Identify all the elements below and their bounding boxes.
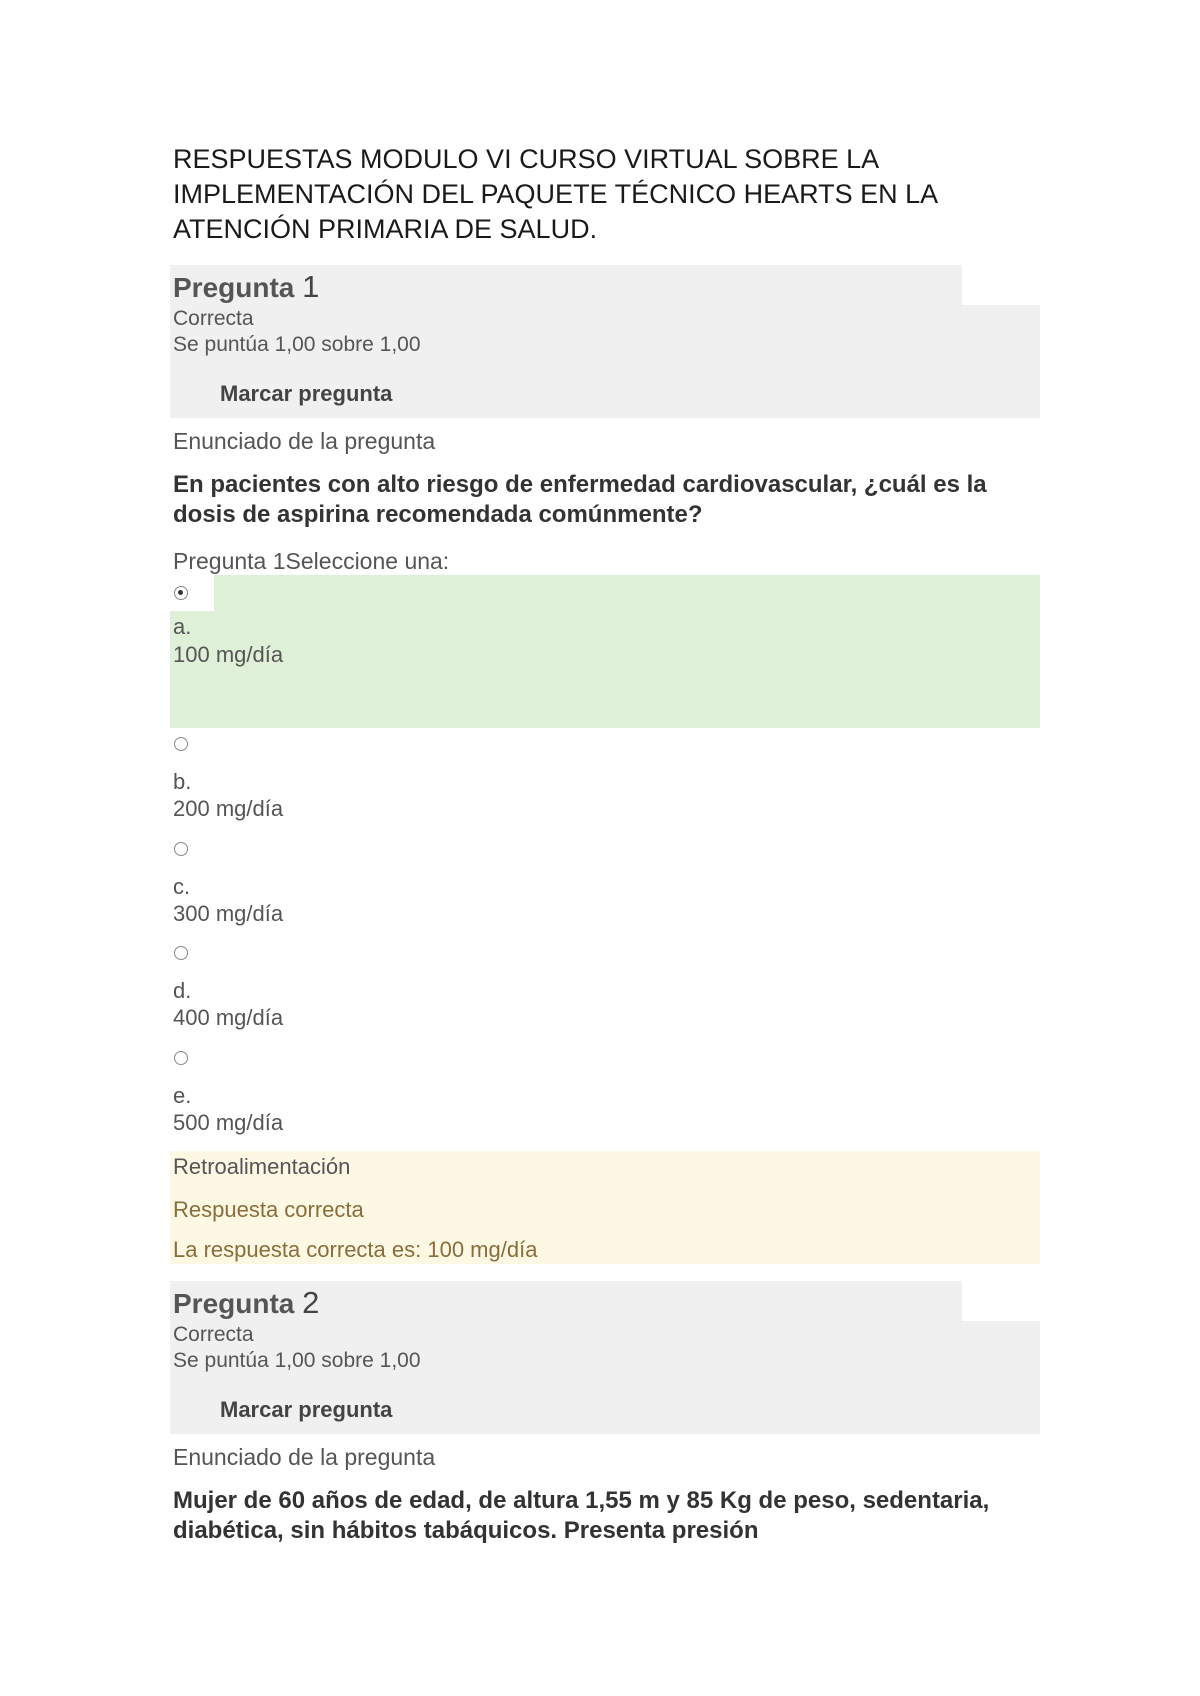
radio-button-checked[interactable] — [174, 586, 188, 600]
option-letter: a. — [173, 614, 192, 639]
question-state: Correcta — [173, 307, 254, 330]
radio-button[interactable] — [174, 946, 188, 960]
question-2-title — [173, 1285, 319, 1321]
question-state: Correcta — [173, 1323, 254, 1346]
question-1-info — [170, 305, 1040, 418]
option-value: 400 mg/día — [173, 1005, 284, 1030]
radio-button[interactable] — [174, 1051, 188, 1065]
statement-label: Enunciado de la pregunta — [173, 1444, 436, 1470]
question-1-title — [173, 269, 319, 305]
option-letter: b. — [173, 769, 192, 794]
radio-button[interactable] — [174, 737, 188, 751]
option-letter: d. — [173, 978, 192, 1003]
question-number: 1 — [302, 269, 320, 304]
flag-question-button[interactable]: Marcar pregunta — [220, 1397, 393, 1422]
answer-option-a[interactable] — [170, 575, 1040, 728]
question-2-title-box — [170, 1281, 962, 1321]
question-label: Pregunta — [173, 272, 295, 303]
question-number: 2 — [302, 1285, 320, 1320]
question-2-header — [170, 1281, 1040, 1434]
question-1-header — [170, 265, 1040, 418]
option-value: 500 mg/día — [173, 1110, 284, 1135]
question-1-title-box — [170, 265, 962, 305]
answer-option-e[interactable] — [170, 1050, 1040, 1140]
question-grade: Se puntúa 1,00 sobre 1,00 — [173, 333, 421, 356]
question-1-prompt: Pregunta 1Seleccione una: — [173, 548, 450, 574]
answer-option-b[interactable] — [170, 736, 1040, 826]
statement-label: Enunciado de la pregunta — [173, 428, 436, 454]
option-value: 100 mg/día — [173, 642, 284, 667]
radio-wrap — [170, 575, 214, 611]
answer-option-c[interactable] — [170, 841, 1040, 931]
flag-question-button[interactable]: Marcar pregunta — [220, 381, 393, 406]
feedback-right-answer: La respuesta correcta es: 100 mg/día — [173, 1237, 538, 1262]
feedback-title: Retroalimentación — [173, 1154, 351, 1179]
document-title: RESPUESTAS MODULO VI CURSO VIRTUAL SOBRE LA IMPLEMENTACIÓN DEL PAQUETE TÉCNICO HEARTS EN LA ATENCIÓN PRIMARIA DE SALUD. — [173, 144, 937, 244]
option-letter: e. — [173, 1083, 192, 1108]
question-grade: Se puntúa 1,00 sobre 1,00 — [173, 1349, 421, 1372]
feedback-status: Respuesta correcta — [173, 1197, 364, 1222]
option-value: 300 mg/día — [173, 901, 284, 926]
answer-option-d[interactable] — [170, 945, 1040, 1035]
option-value: 200 mg/día — [173, 796, 284, 821]
feedback-panel — [170, 1151, 1040, 1264]
question-2-info — [170, 1321, 1040, 1434]
option-letter: c. — [173, 874, 191, 899]
radio-button[interactable] — [174, 842, 188, 856]
question-2-text: Mujer de 60 años de edad, de altura 1,55 m y 85 Kg de peso, sedentaria, diabética, sin hábitos tabáquicos. Presenta presión — [173, 1487, 990, 1544]
question-label: Pregunta — [173, 1288, 295, 1319]
question-1-text: En pacientes con alto riesgo de enfermedad cardiovascular, ¿cuál es la dosis de aspirina recomendada comúnmente? — [173, 471, 987, 528]
